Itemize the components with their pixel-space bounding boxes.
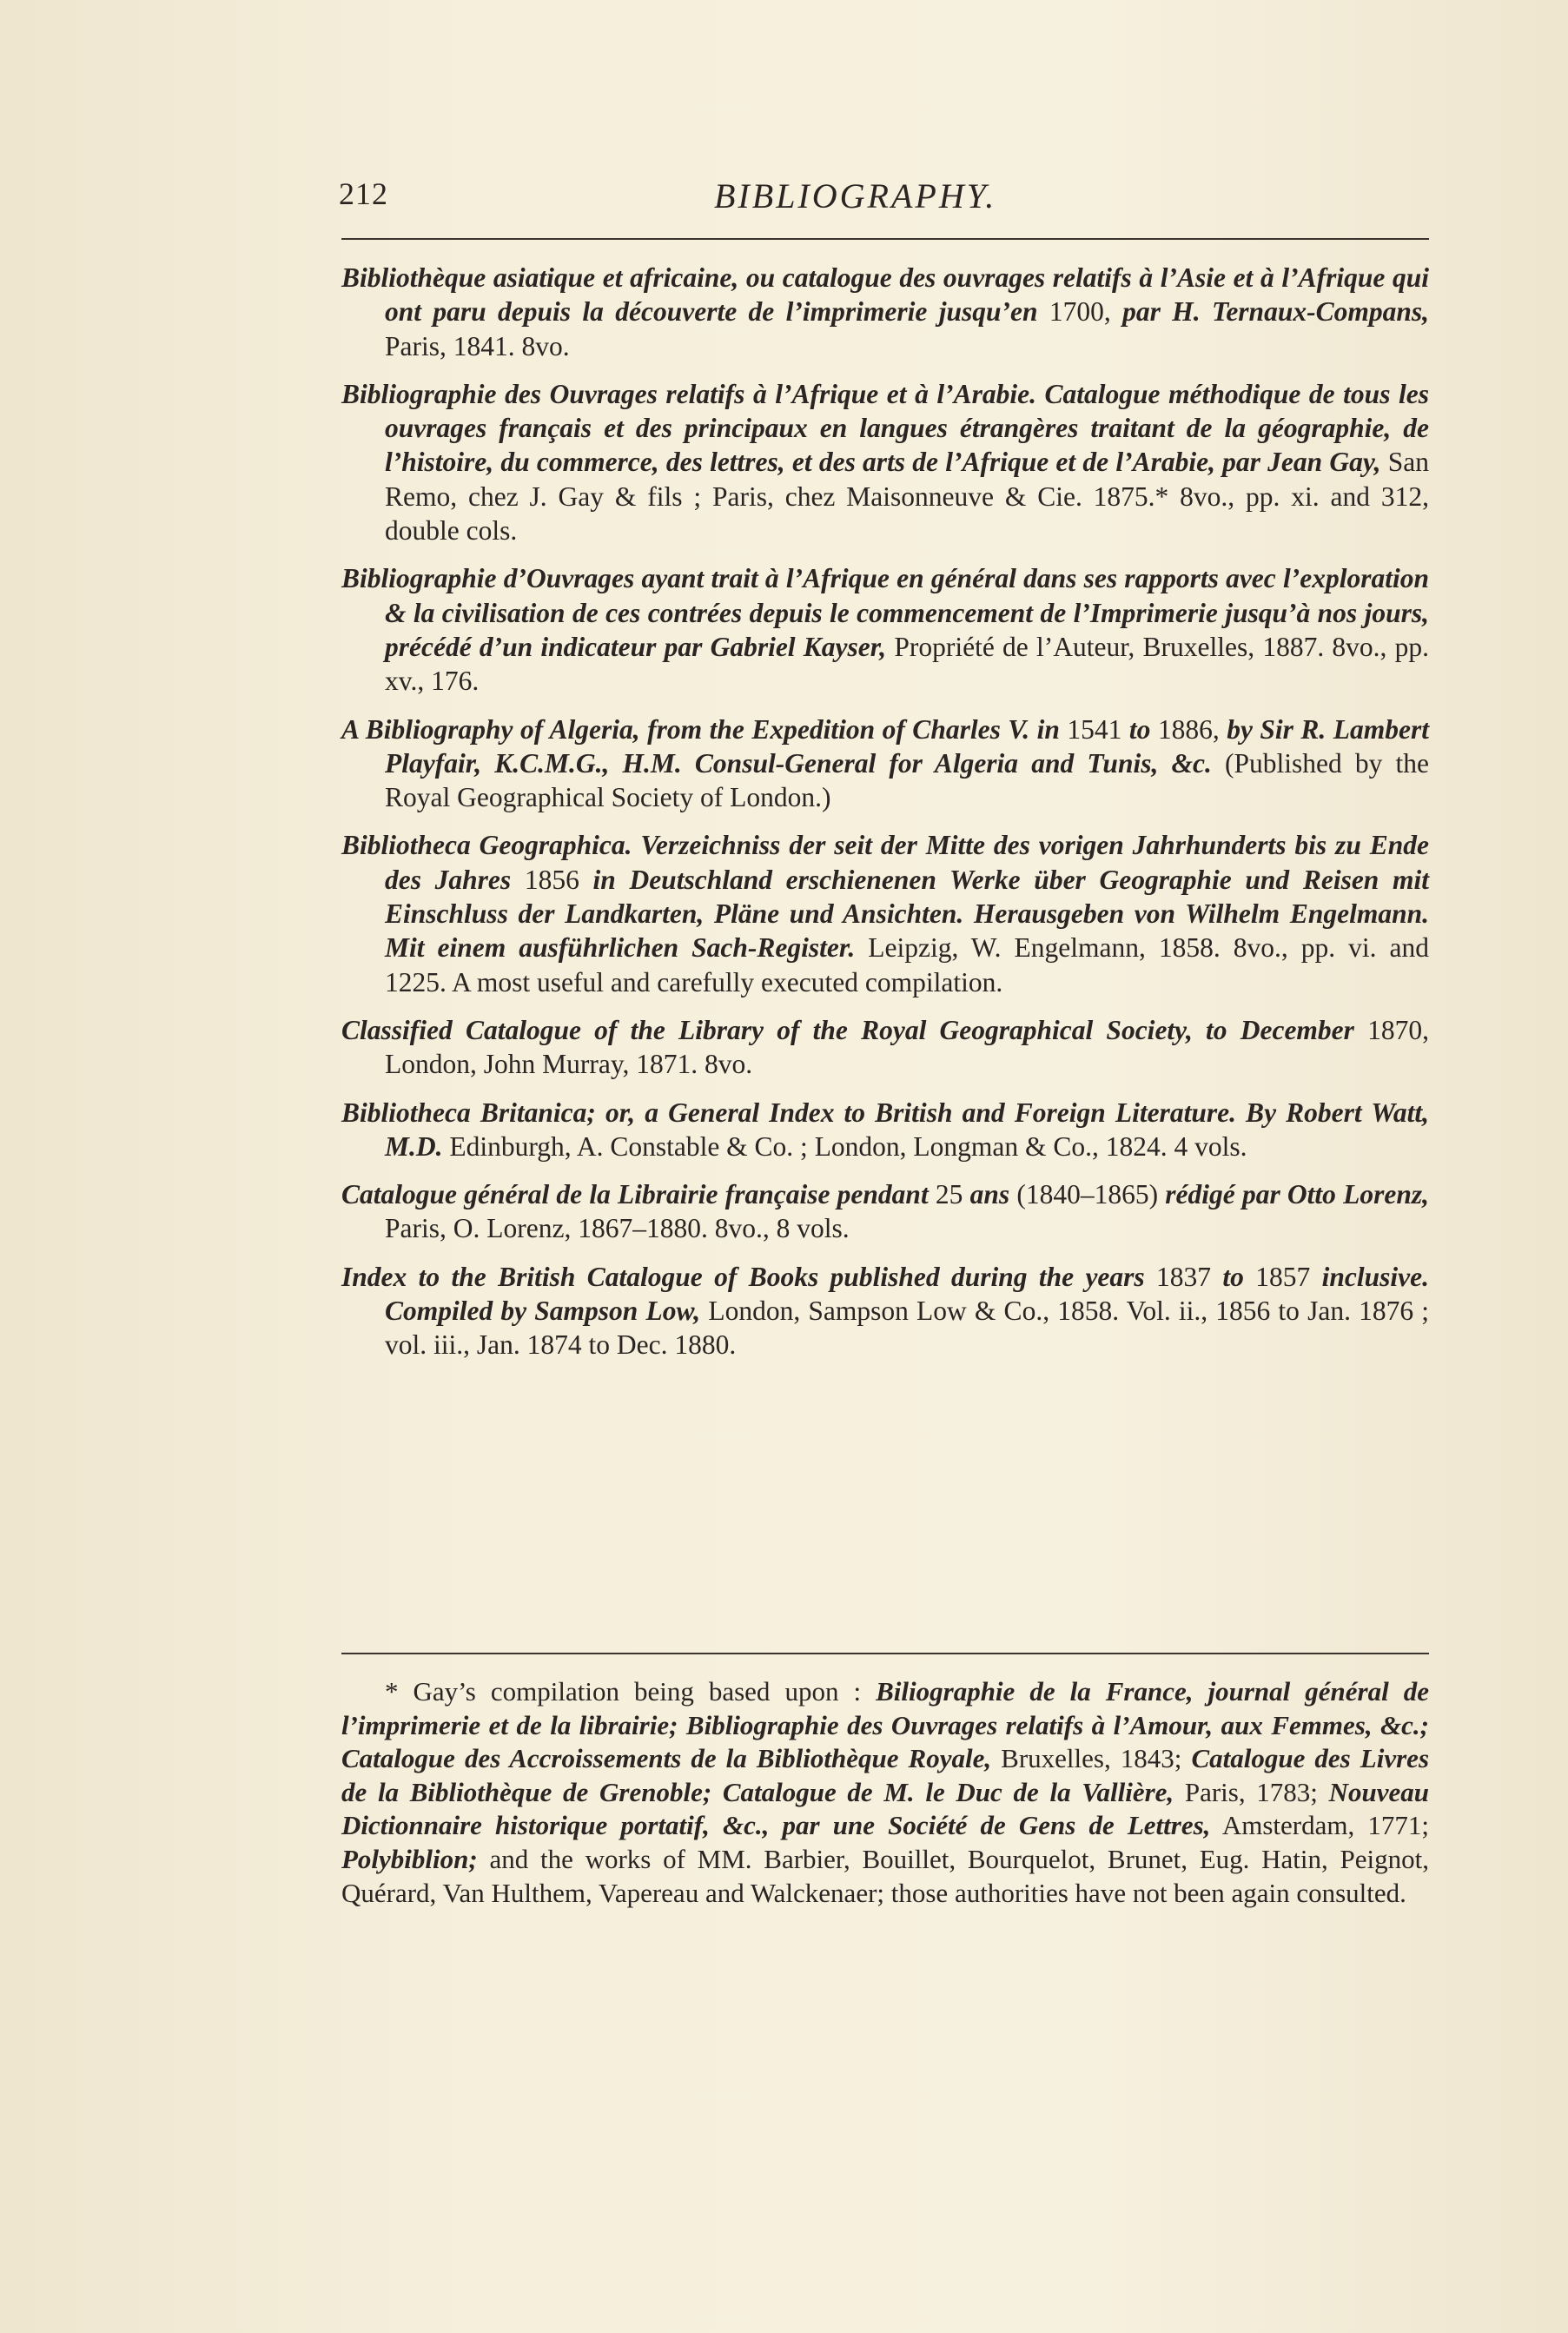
bibliography-entries <box>341 261 1429 1376</box>
entry-details: London, Sampson Low & Co., 1858. Vol. ii., 1856 to Jan. 1876 ; vol. iii., Jan. 1874 to Dec. 1880. <box>385 1296 1430 1361</box>
entry-details: 1870, London, John Murray, 1871. 8vo. <box>385 1014 1430 1080</box>
header-rule <box>341 238 1429 240</box>
entry-title: Bibliothèque asiatique et africaine, ou catalogue des ouvrages relatifs à l’Asie et à l’Afrique qui ont paru depuis la découverte de l’imprimerie jusqu’en <box>341 262 1429 328</box>
entry-year: 1837 <box>1144 1261 1223 1292</box>
bibliography-entry <box>341 261 1429 363</box>
page-number: 212 <box>339 176 388 211</box>
entry-year: 1857 <box>1243 1261 1322 1292</box>
entry-year: 1541 <box>1059 713 1129 745</box>
entry-connector: to <box>1222 1261 1244 1292</box>
entry-details: Paris, O. Lorenz, 1867–1880. 8vo., 8 vols. <box>385 1213 850 1244</box>
entry-connector: to <box>1128 713 1151 745</box>
bibliography-entry <box>341 377 1429 547</box>
entry-author: rédigé par Otto Lorenz, <box>1165 1179 1429 1210</box>
entry-title: Bibliographie d’Ouvrages ayant trait à l’Afrique en général dans ses rapports avec l’exploration & la civilisation de ces contrées depuis le commencement de l’Imprimerie jusqu’à nos jours, précédé d’un indicateur par Gabriel Kayser, <box>341 563 1429 662</box>
bibliography-entry <box>341 712 1429 815</box>
entry-author: by Sir R. Lambert Playfair, K.C.M.G., H.M. Consul-General for Algeria and Tunis, &c. <box>385 713 1429 779</box>
entry-title-cont: in Deutschland erschienenen Werke über Geographie und Reisen mit Einschluss der Landkarten, Pläne und Ansichten. Herausgeben von Wilhelm Engelmann. Mit einem ausführlichen Sach-Register. <box>385 864 1429 964</box>
footnote-text: Paris, 1783; <box>1174 1776 1329 1807</box>
entry-details: Leipzig, W. Engelmann, 1858. 8vo., pp. vi. and 1225. A most useful and carefully executed compilation. <box>385 932 1430 997</box>
footnote-rule <box>341 1653 1429 1654</box>
footnote-lead: * Gay’s compilation being based upon : <box>385 1676 877 1707</box>
footnote-text: Amsterdam, 1771; <box>1210 1810 1429 1841</box>
footnote-text: Bruxelles, 1843; <box>991 1743 1192 1774</box>
entry-title: Classified Catalogue of the Library of the Royal Geographical Society, to December <box>341 1014 1354 1045</box>
entry-author: par H. Ternaux-Compans, <box>1122 296 1429 328</box>
entry-year: 1886, <box>1150 713 1227 745</box>
entry-year: 1856 <box>511 864 593 895</box>
entry-details: Edinburgh, A. Constable & Co. ; London, Longman & Co., 1824. 4 vols. <box>442 1130 1247 1162</box>
bibliography-entry <box>341 561 1429 698</box>
bibliography-entry <box>341 1096 1429 1164</box>
bibliography-entry <box>341 828 1429 998</box>
entry-details: (Published by the Royal Geographical Society of London.) <box>385 747 1429 813</box>
entry-year: (1840–1865) <box>1009 1179 1166 1210</box>
entry-details: Paris, 1841. 8vo. <box>385 330 570 361</box>
entry-author: inclusive. Compiled by Sampson Low, <box>385 1261 1430 1327</box>
bibliography-entry <box>341 1013 1429 1082</box>
bibliography-entry <box>341 1177 1429 1246</box>
entry-details: Propriété de l’Auteur, Bruxelles, 1887. 8vo., pp. xv., 176. <box>385 631 1429 697</box>
entry-year: 25 <box>928 1179 970 1210</box>
entry-title: Bibliographie des Ouvrages relatifs à l’Afrique et à l’Arabie. Catalogue méthodique de tous les ouvrages français et des principaux en langues étrangères traitant de la géographie, de l’histoire, du commerce, des lettres, et des arts de l’Afrique et de l’Arabie, par Jean Gay, <box>341 378 1429 478</box>
footnote-title: Nouveau Dictionnaire historique portatif, &c., par une Société de Gens de Lettres, <box>341 1776 1429 1841</box>
bibliography-entry <box>341 1260 1429 1362</box>
page-header <box>339 176 1429 228</box>
entry-details: San Remo, chez J. Gay & fils ; Paris, chez Maisonneuve & Cie. 1875.* 8vo., pp. xi. and 312, double cols. <box>385 447 1429 547</box>
entry-title: Bibliotheca Britanica; or, a General Index to British and Foreign Literature. By Robert Watt, M.D. <box>341 1097 1429 1162</box>
entry-title: Bibliotheca Geographica. Verzeichniss der seit der Mitte des vorigen Jahrhunderts bis zu Ende des Jahres <box>341 830 1429 895</box>
footnote-text: and the works of MM. Barbier, Bouillet, Bourquelot, Brunet, Eug. Hatin, Peignot, Quérard, Van Hulthem, Vapereau and Walckenaer; those authorities have not been again consulted. <box>341 1843 1429 1908</box>
footnote-title: Biliographie de la France, journal général de l’imprimerie et de la librairie; Bibliographie des Ouvrages relatifs à l’Amour, aux Femmes, &c.; Catalogue des Accroissements de la Bibliothèque Royale, <box>341 1676 1429 1774</box>
entry-title: A Bibliography of Algeria, from the Expedition of Charles V. in <box>341 713 1060 745</box>
entry-title: Index to the British Catalogue of Books published during the years <box>341 1261 1145 1292</box>
footnote-title: Catalogue des Livres de la Bibliothèque de Grenoble; Catalogue de M. le Duc de la Vallière, <box>341 1743 1430 1807</box>
running-head: BIBLIOGRAPHY. <box>714 176 997 215</box>
footnote <box>341 1675 1429 1910</box>
entry-year: 1700, <box>1037 296 1123 328</box>
footnote-title: Polybiblion; <box>341 1843 478 1874</box>
entry-title: Catalogue général de la Librairie française pendant <box>341 1179 929 1210</box>
entry-connector: ans <box>969 1179 1010 1210</box>
